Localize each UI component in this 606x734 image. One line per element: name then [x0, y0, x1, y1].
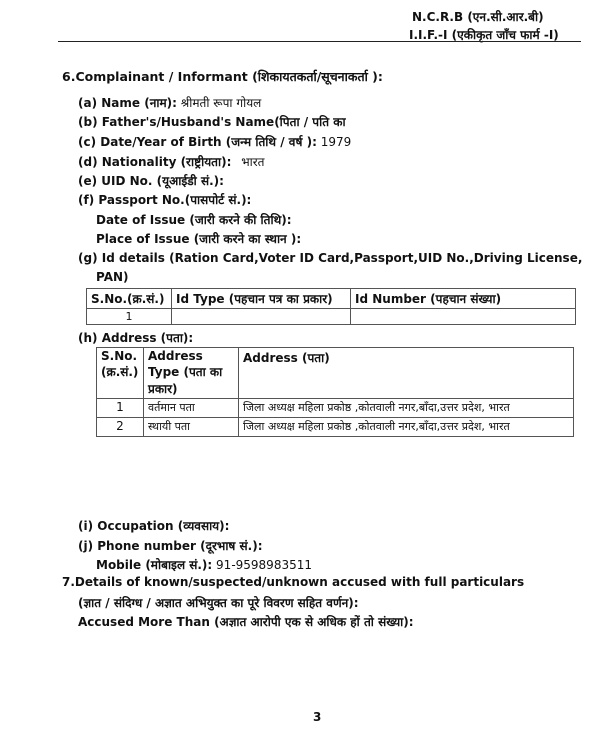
- phone-label: (j) Phone number (दूरभाष सं.):: [78, 539, 263, 553]
- name-row: [78, 94, 261, 111]
- id-details-table: [86, 288, 576, 325]
- occupation-label: (i) Occupation (व्यवसाय):: [78, 519, 230, 533]
- mobile-label: Mobile (मोबाइल सं.):: [96, 558, 213, 572]
- address-row-type: स्थायी पता: [144, 418, 239, 437]
- mobile-row: [96, 556, 312, 573]
- address-table-header: [97, 348, 574, 399]
- table-row: [87, 309, 576, 325]
- address-row-address: जिला अध्यक्ष महिला प्रकोष्ठ ,कोतवाली नगर,बाँदा,उत्तर प्रदेश, भारत: [239, 418, 574, 437]
- address-row-sno: 1: [97, 399, 144, 418]
- address-header-type: Address Type (पता का प्रकार): [144, 348, 239, 399]
- id-table-header-type: Id Type (पहचान पत्र का प्रकार): [172, 289, 351, 309]
- id-row-number: [351, 309, 576, 325]
- table-row: [97, 399, 574, 418]
- section-7-title: 7.Details of known/suspected/unknown accused with full particulars: [62, 575, 525, 589]
- header-iif: I.I.F.-I (एकीकृत जाँच फार्म -I): [409, 28, 559, 42]
- address-row-sno: 2: [97, 418, 144, 437]
- address-header-sno: S.No. (क्र.सं.): [97, 348, 144, 399]
- nationality-label: (d) Nationality (राष्ट्रीयता):: [78, 155, 232, 169]
- mobile-value: 91-9598983511: [216, 558, 312, 572]
- page-number: 3: [313, 710, 322, 724]
- address-row-type: वर्तमान पता: [144, 399, 239, 418]
- dob-row: [78, 133, 351, 150]
- passport-label: (f) Passport No.(पासपोर्ट सं.):: [78, 193, 252, 207]
- section-6-title: 6.Complainant / Informant (शिकायतकर्ता/सूचनाकर्ता ):: [62, 69, 383, 84]
- table-row: [97, 418, 574, 437]
- address-table: [96, 347, 574, 437]
- uid-label: (e) UID No. (यूआईडी सं.):: [78, 174, 224, 188]
- id-table-header: [87, 289, 576, 309]
- address-label: (h) Address (पता):: [78, 331, 194, 345]
- nationality-row: [78, 153, 265, 170]
- header-ncrb: N.C.R.B (एन.सी.आर.बी): [412, 10, 544, 24]
- id-details-label: (g) Id details (Ration Card,Voter ID Card,Passport,UID No.,Driving License,: [78, 251, 583, 265]
- name-value: श्रीमती रूपा गोयल: [180, 96, 262, 110]
- nationality-value: भारत: [241, 155, 265, 169]
- id-details-label-cont: PAN): [96, 270, 129, 284]
- dob-label: (c) Date/Year of Birth (जन्म तिथि / वर्ष ):: [78, 135, 317, 149]
- id-row-sno: 1: [87, 309, 172, 325]
- section-7-subtitle: (ज्ञात / संदिग्ध / अज्ञात अभियुक्त का पूरे विवरण सहित वर्णन):: [78, 596, 359, 610]
- date-of-issue-label: Date of Issue (जारी करने की तिथि):: [96, 213, 292, 227]
- id-row-type: [172, 309, 351, 325]
- header-rule: [58, 41, 581, 42]
- id-table-header-sno: S.No.(क्र.सं.): [87, 289, 172, 309]
- address-row-address: जिला अध्यक्ष महिला प्रकोष्ठ ,कोतवाली नगर,बाँदा,उत्तर प्रदेश, भारत: [239, 399, 574, 418]
- id-table-header-number: Id Number (पहचान संख्या): [351, 289, 576, 309]
- dob-value: 1979: [320, 135, 352, 149]
- place-of-issue-label: Place of Issue (जारी करने का स्थान ):: [96, 232, 302, 246]
- address-header-address: Address (पता): [239, 348, 574, 399]
- accused-more-than-label: Accused More Than (अज्ञात आरोपी एक से अधिक हों तो संख्या):: [78, 615, 414, 629]
- father-name-label: (b) Father's/Husband's Name(पिता / पति का: [78, 115, 346, 129]
- name-label: (a) Name (नाम):: [78, 96, 177, 110]
